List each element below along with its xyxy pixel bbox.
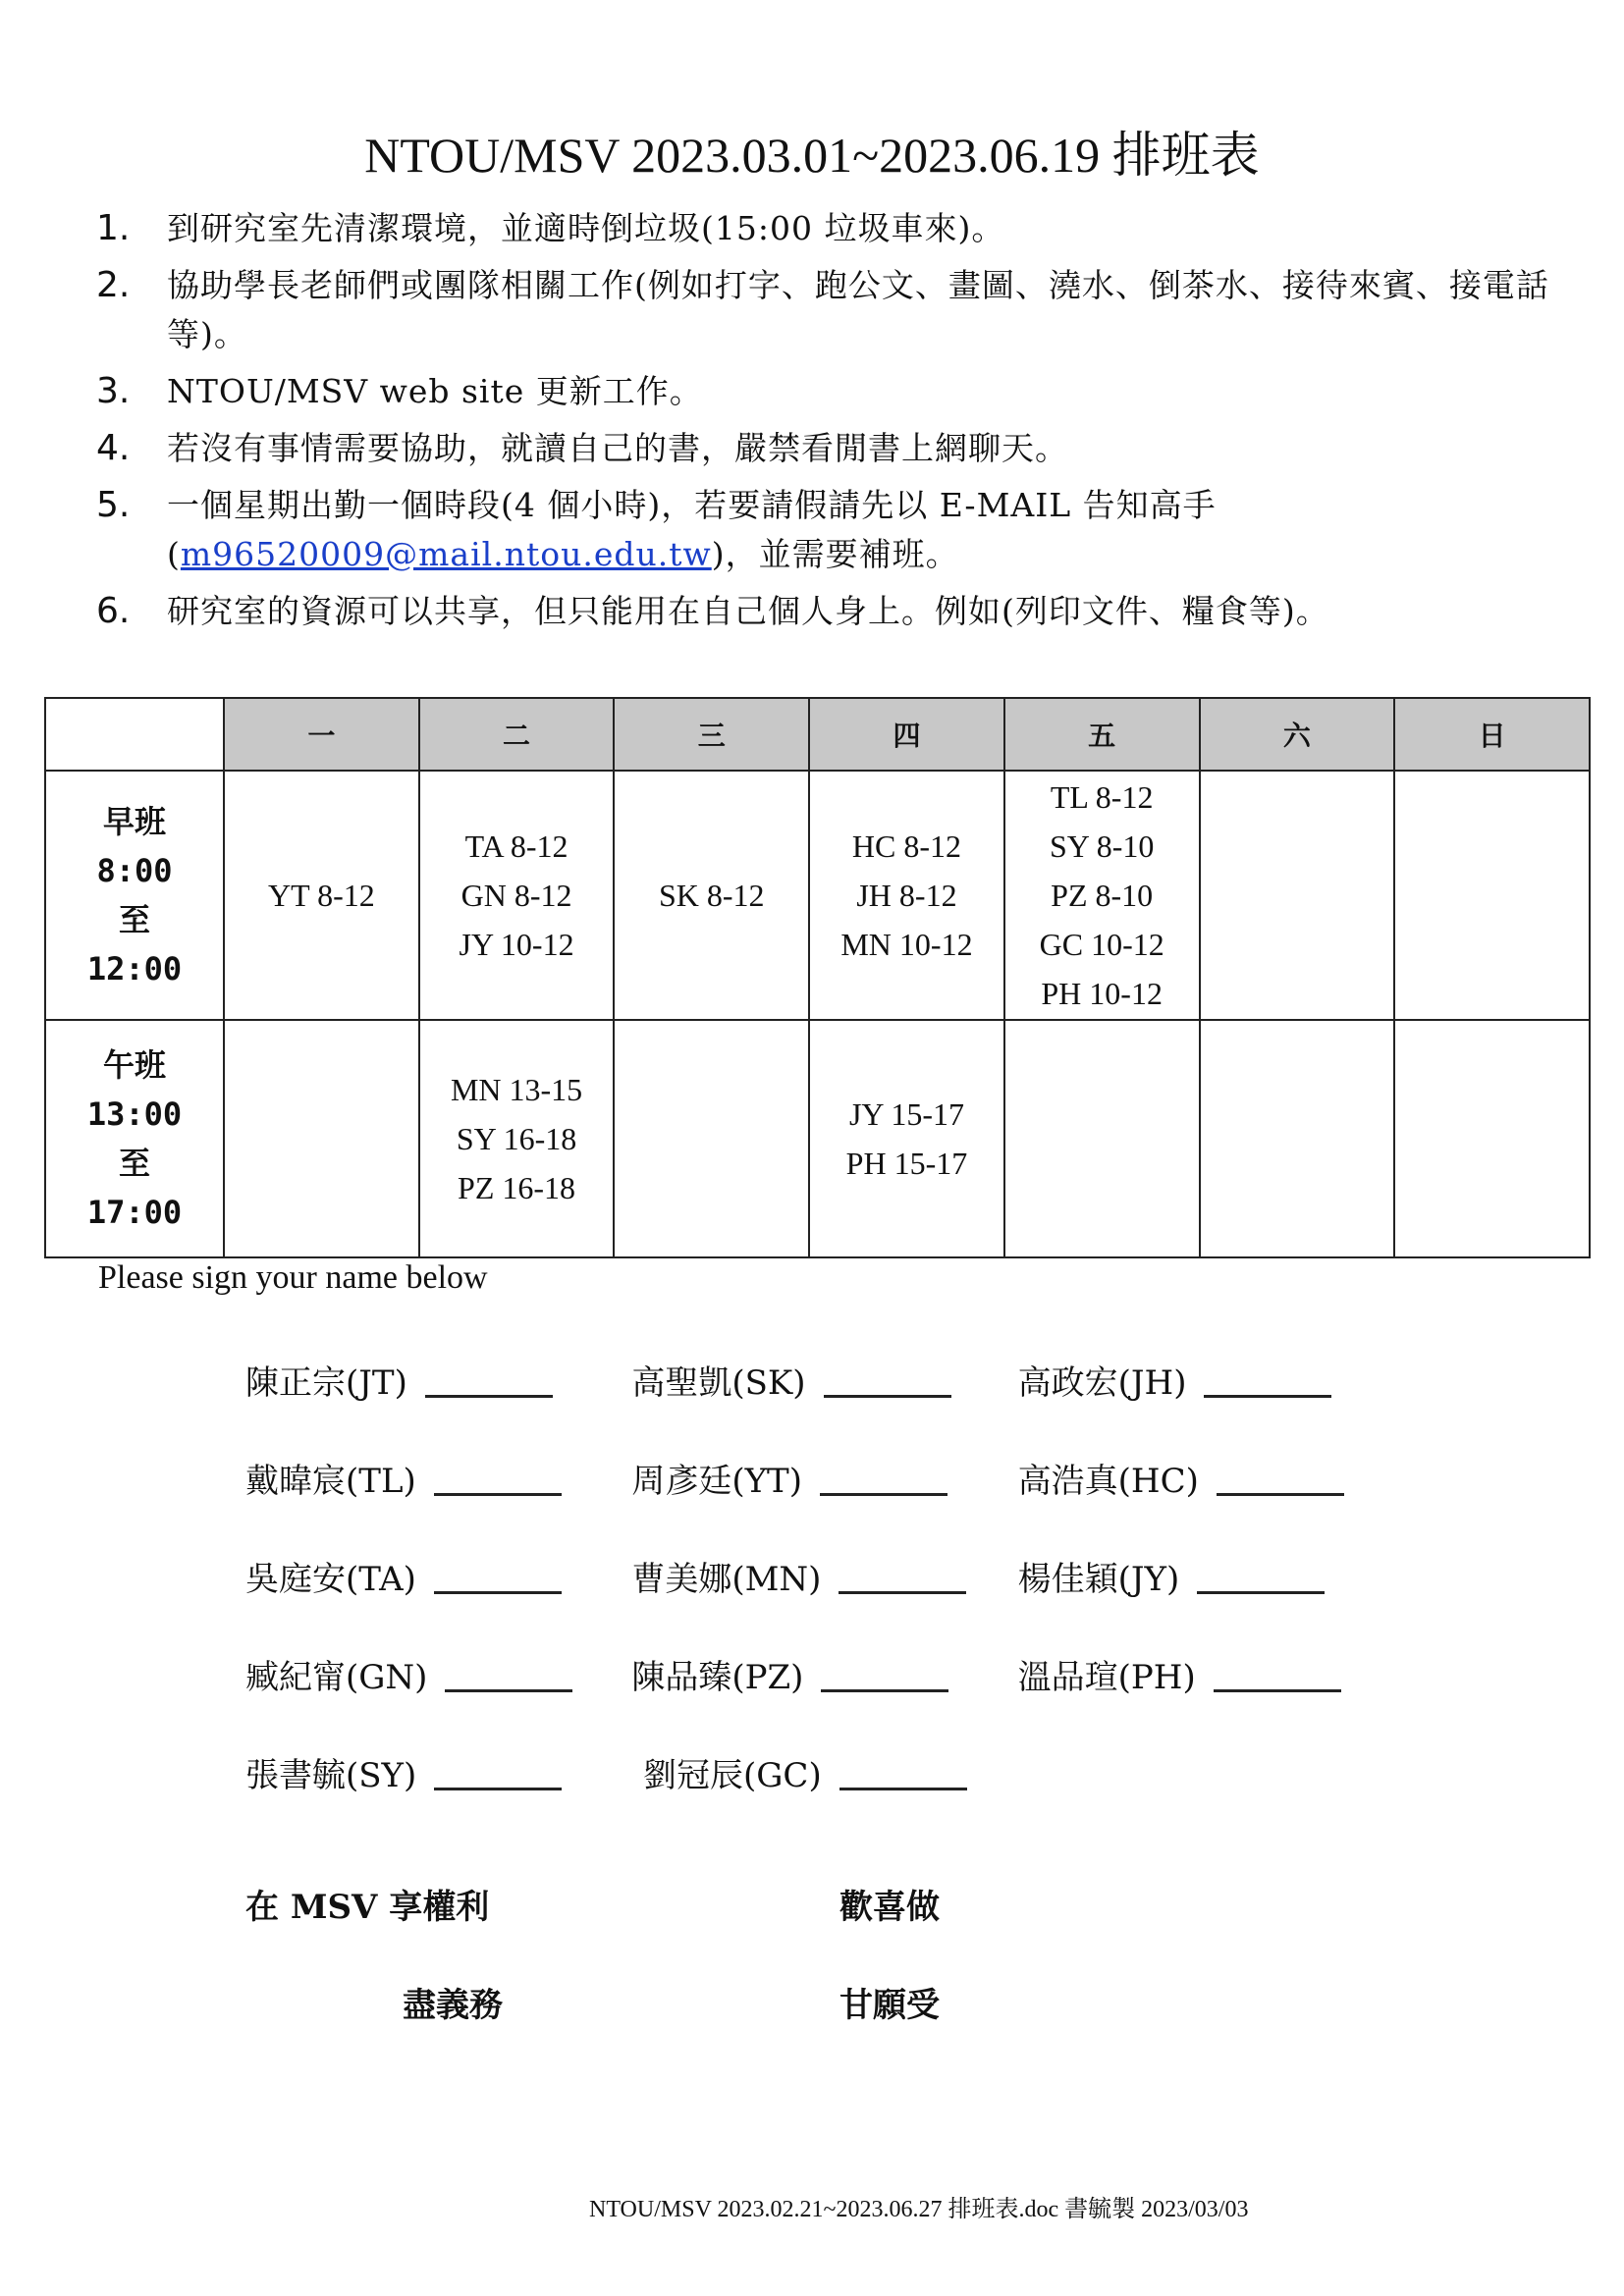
signature-name: 張書毓(SY) <box>245 1755 417 1795</box>
signature-line[interactable] <box>1214 1656 1341 1692</box>
schedule-cell <box>1394 771 1590 1020</box>
day-header: 五 <box>1004 698 1200 771</box>
schedule-cell <box>419 771 615 1020</box>
schedule-cell <box>1200 1020 1395 1257</box>
signature-item <box>631 1330 1017 1428</box>
rule-item <box>96 204 1549 253</box>
rule-text-before: 一個星期出勤一個時段(4 個小時)，若要請假請先以 E-MAIL 告知高手( <box>167 486 1217 573</box>
signature-item <box>1018 1625 1404 1723</box>
signature-item <box>245 1330 631 1428</box>
shift-entry: PH 10-12 <box>1041 976 1163 1011</box>
rule-item <box>96 587 1549 636</box>
signature-name: 劉冠辰(GC) <box>643 1755 822 1795</box>
morning-shift-label: 早班 8:00 至 12:00 <box>45 771 224 1020</box>
shift-entry: MN 10-12 <box>840 927 973 962</box>
signature-item <box>245 1428 631 1526</box>
signature-line[interactable] <box>821 1656 948 1692</box>
shift-entry: HC 8-12 <box>851 828 962 864</box>
shift-entry: TL 8-12 <box>1050 779 1154 815</box>
rule-text: 協助學長老師們或團隊相關工作(例如打字、跑公文、畫圖、澆水、倒茶水、接待來賓、接電話等)。 <box>167 266 1549 353</box>
signature-name: 曹美娜(MN) <box>631 1559 822 1599</box>
signature-item <box>631 1625 1017 1723</box>
day-header: 一 <box>224 698 419 771</box>
rule-item <box>96 367 1549 416</box>
schedule-cell <box>614 771 809 1020</box>
signature-name: 周彥廷(YT) <box>631 1461 802 1501</box>
signature-row <box>245 1330 1404 1428</box>
shift-entry: PZ 8-10 <box>1051 878 1154 913</box>
signature-line[interactable] <box>839 1558 966 1594</box>
rule-number: 1. <box>96 208 131 248</box>
day-header: 四 <box>809 698 1004 771</box>
table-header-row <box>45 698 1590 771</box>
motto-line2-right: 甘願受 <box>839 1986 940 2025</box>
shift-entry: JH 8-12 <box>856 878 957 913</box>
signature-item <box>1018 1428 1404 1526</box>
signature-name: 高政宏(JH) <box>1017 1362 1187 1403</box>
morning-shift-row <box>45 771 1590 1020</box>
motto-line1-right: 歡喜做 <box>839 1888 940 1927</box>
rule-number: 4. <box>96 428 131 468</box>
schedule-cell <box>1394 1020 1590 1257</box>
schedule-cell <box>419 1020 615 1257</box>
day-header: 三 <box>614 698 809 771</box>
rule-number: 3. <box>96 371 131 411</box>
signature-line[interactable] <box>425 1362 553 1398</box>
signature-name: 吳庭安(TA) <box>245 1559 416 1599</box>
signature-name: 溫品瑄(PH) <box>1017 1657 1196 1697</box>
rule-text: NTOU/MSV web site 更新工作。 <box>167 372 703 410</box>
motto-line2-left: 盡義務 <box>403 1986 503 2025</box>
shift-entry: MN 13-15 <box>450 1072 583 1107</box>
sign-caption: Please sign your name below <box>98 1259 488 1296</box>
signature-item <box>643 1723 1041 1821</box>
signature-row <box>245 1526 1404 1625</box>
signature-line[interactable] <box>434 1460 562 1496</box>
signature-item <box>245 1526 631 1625</box>
schedule-cell <box>1200 771 1395 1020</box>
signature-row <box>245 1428 1404 1526</box>
signature-line[interactable] <box>820 1460 947 1496</box>
signature-item <box>631 1428 1017 1526</box>
rule-number: 2. <box>96 265 131 305</box>
schedule-cell <box>614 1020 809 1257</box>
rule-text: 研究室的資源可以共享，但只能用在自己個人身上。例如(列印文件、糧食等)。 <box>167 592 1329 630</box>
signature-item <box>1018 1526 1404 1625</box>
signature-item <box>245 1625 631 1723</box>
signature-line[interactable] <box>824 1362 951 1398</box>
schedule-cell <box>1004 771 1200 1020</box>
shift-entry: GN 8-12 <box>460 878 572 913</box>
signature-name: 戴暐宸(TL) <box>245 1461 416 1501</box>
shift-entry: YT 8-12 <box>267 878 375 913</box>
shift-entry: JY 15-17 <box>848 1096 964 1132</box>
afternoon-shift-row <box>45 1020 1590 1257</box>
signature-row <box>245 1625 1404 1723</box>
shift-entry: GC 10-12 <box>1039 927 1164 962</box>
rule-text <box>167 481 1549 579</box>
afternoon-shift-label: 午班 13:00 至 17:00 <box>45 1020 224 1257</box>
signature-name: 高聖凱(SK) <box>631 1362 806 1403</box>
signature-line[interactable] <box>1217 1460 1344 1496</box>
signature-row <box>245 1723 1404 1821</box>
signature-item <box>245 1723 643 1821</box>
page-title: NTOU/MSV 2023.03.01~2023.06.19 排班表 <box>364 128 1260 183</box>
signature-name: 陳正宗(JT) <box>245 1362 407 1403</box>
rule-text-after: )，並需要補班。 <box>711 535 959 573</box>
rule-item <box>96 481 1549 579</box>
shift-entry: PH 15-17 <box>845 1146 968 1181</box>
signature-item <box>1018 1330 1404 1428</box>
rule-number: 5. <box>96 485 131 525</box>
signature-line[interactable] <box>434 1754 562 1790</box>
schedule-table <box>44 697 1591 1258</box>
signature-line[interactable] <box>434 1558 562 1594</box>
shift-entry: SK 8-12 <box>658 878 765 913</box>
day-header: 二 <box>419 698 615 771</box>
signature-item <box>631 1526 1017 1625</box>
rule-text: 到研究室先清潔環境，並適時倒垃圾(15:00 垃圾車來)。 <box>167 209 1005 247</box>
shift-entry: SY 16-18 <box>456 1121 577 1156</box>
corner-cell <box>45 698 224 771</box>
signature-grid <box>245 1330 1404 1821</box>
day-header: 六 <box>1200 698 1395 771</box>
motto-line1-left: 在 MSV 享權利 <box>245 1888 490 1927</box>
signature-name: 高浩真(HC) <box>1017 1461 1199 1501</box>
shift-entry: PZ 16-18 <box>458 1170 576 1205</box>
rule-number: 6. <box>96 591 131 631</box>
rule-item <box>96 424 1549 473</box>
schedule-cell <box>224 771 419 1020</box>
schedule-cell <box>809 1020 1004 1257</box>
shift-entry: TA 8-12 <box>464 828 568 864</box>
signature-name: 楊佳穎(JY) <box>1017 1559 1180 1599</box>
page-footer: NTOU/MSV 2023.02.21~2023.06.27 排班表.doc 書毓製 2023/03/03 <box>589 2197 1249 2222</box>
schedule-cell <box>1004 1020 1200 1257</box>
signature-line[interactable] <box>445 1656 572 1692</box>
signature-name: 臧紀甯(GN) <box>245 1657 428 1697</box>
rule-item <box>96 261 1549 359</box>
day-header: 日 <box>1394 698 1590 771</box>
signature-line[interactable] <box>1204 1362 1331 1398</box>
shift-entry: JY 10-12 <box>459 927 574 962</box>
rule-text: 若沒有事情需要協助，就讀自己的書，嚴禁看閒書上網聊天。 <box>167 429 1068 467</box>
signature-line[interactable] <box>1197 1558 1325 1594</box>
shift-entry: SY 8-10 <box>1049 828 1155 864</box>
signature-name: 陳品臻(PZ) <box>631 1657 804 1697</box>
schedule-cell <box>224 1020 419 1257</box>
rules-list <box>96 204 1549 644</box>
email-link[interactable]: m96520009@mail.ntou.edu.tw <box>180 535 712 573</box>
schedule-cell <box>809 771 1004 1020</box>
signature-line[interactable] <box>839 1754 967 1790</box>
